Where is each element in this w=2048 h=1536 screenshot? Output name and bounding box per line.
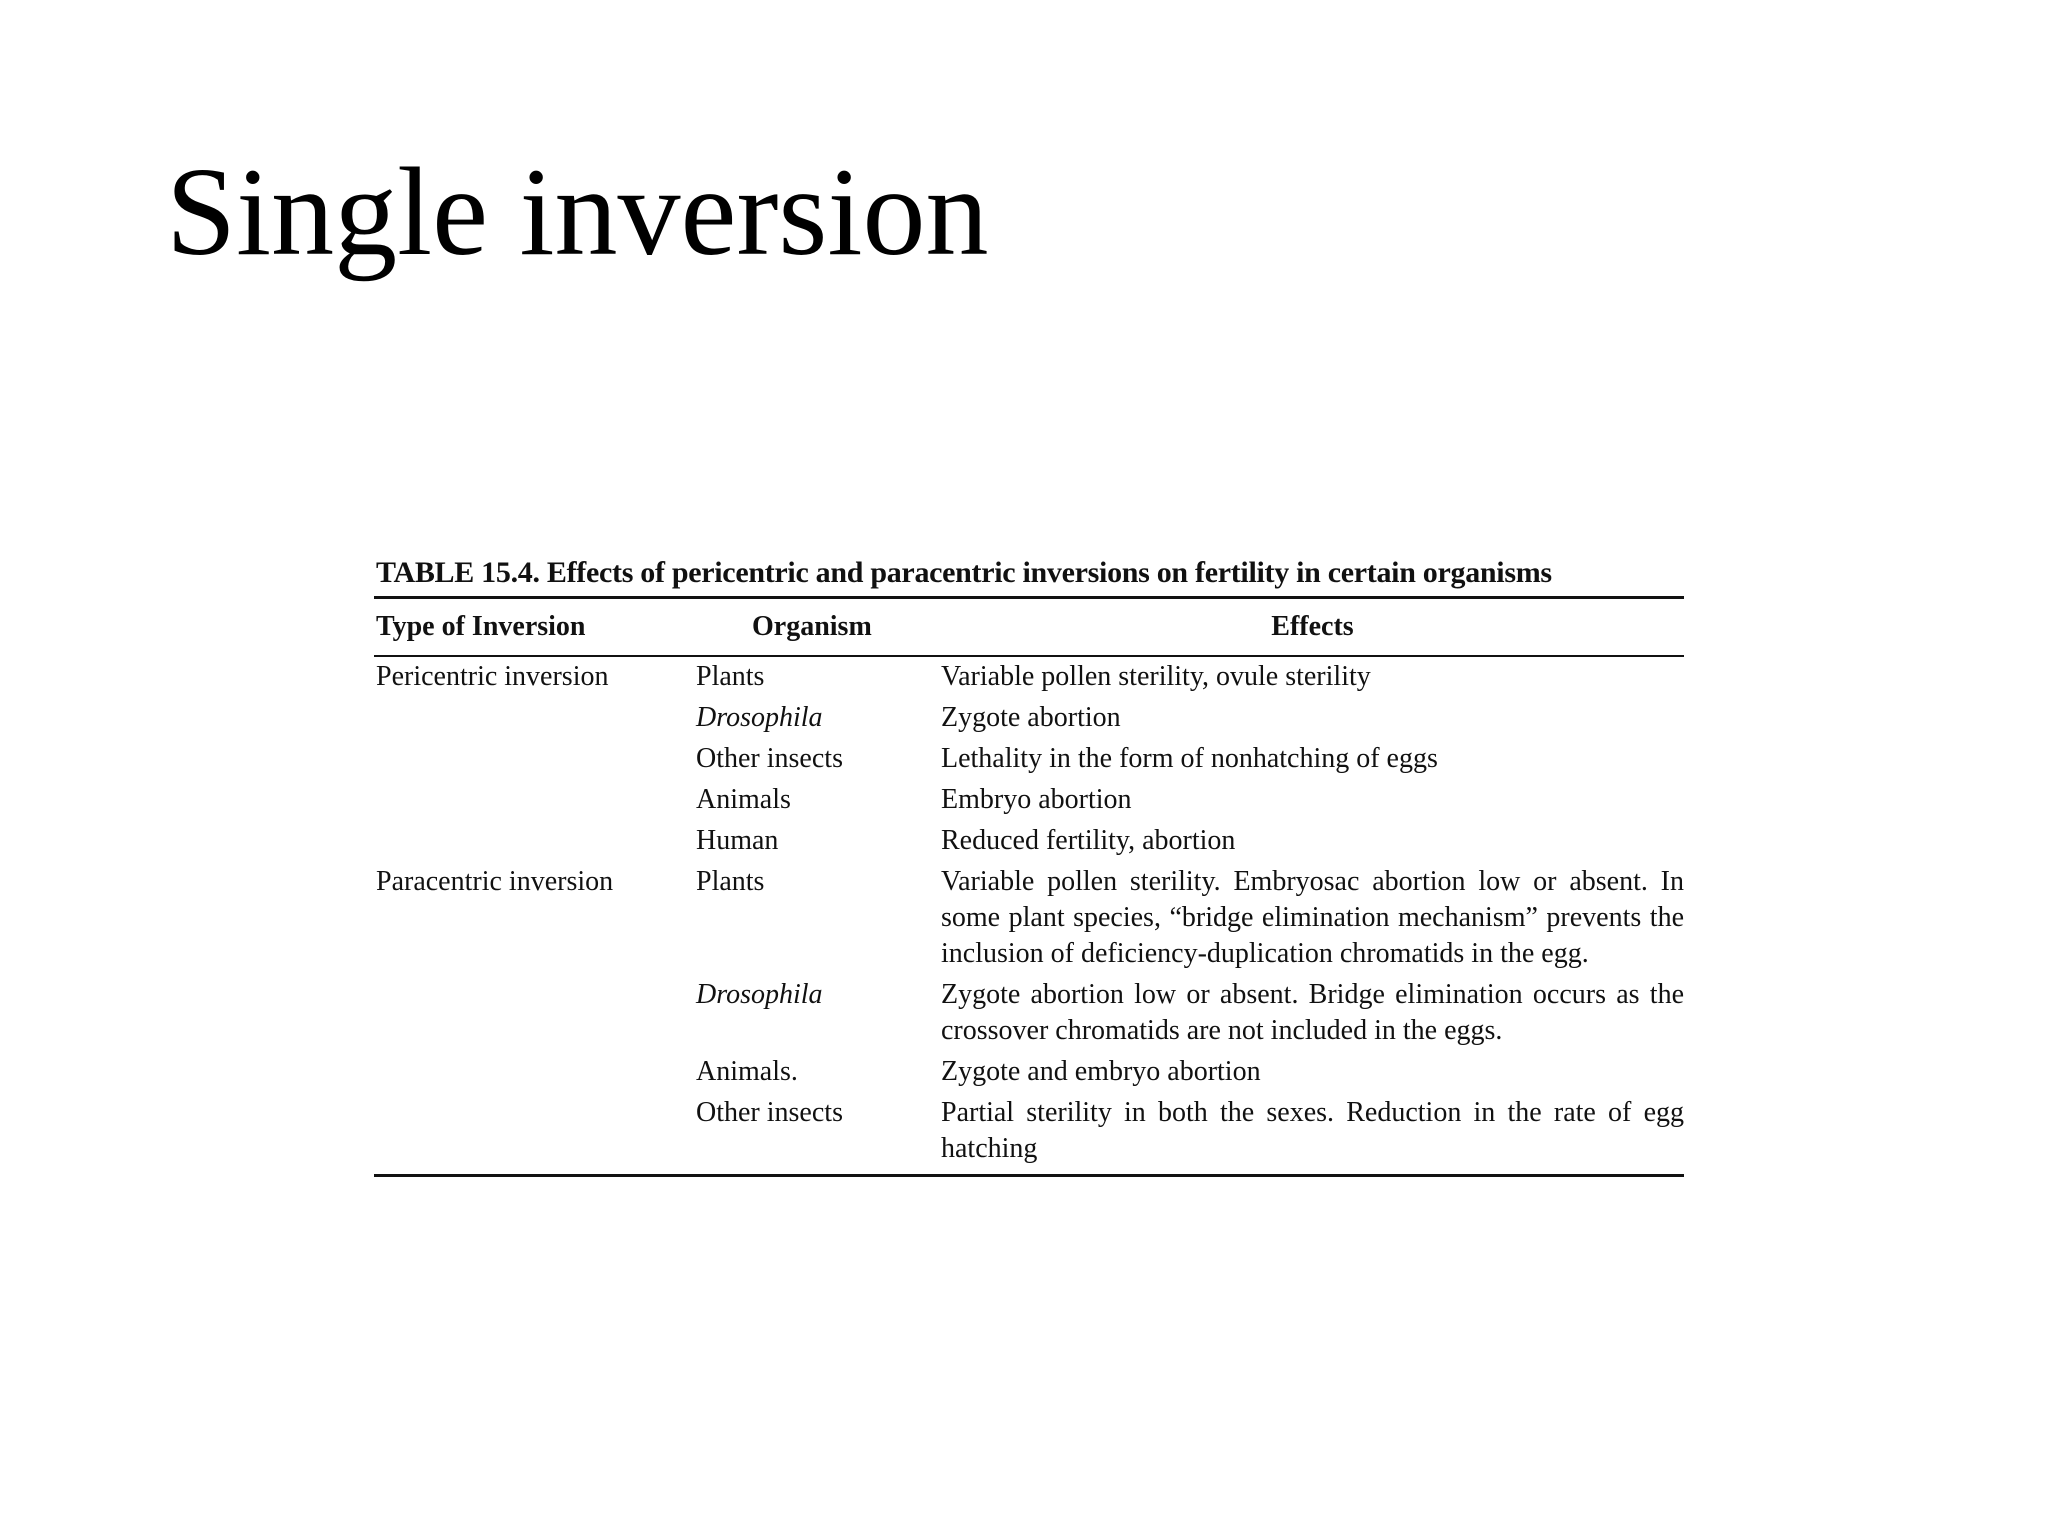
cell-type: Paracentric inversion — [376, 866, 614, 897]
table-row — [374, 698, 1684, 739]
table-header-row — [374, 599, 1684, 655]
cell-type — [374, 821, 694, 862]
cell-organism: Animals. — [696, 1056, 798, 1087]
header-effects: Effects — [1271, 611, 1354, 642]
cell-organism: Human — [696, 825, 779, 856]
table-caption: TABLE 15.4. Effects of pericentric and paracentric inversions on fertility in certain organisms — [376, 556, 1552, 589]
table-row — [374, 1052, 1684, 1093]
table-row — [374, 975, 1684, 1052]
cell-effect: Zygote abortion — [941, 702, 1121, 733]
header-organism: Organism — [752, 611, 872, 642]
table-row — [374, 780, 1684, 821]
table-row — [374, 657, 1684, 698]
cell-effect: Variable pollen sterility. Embryosac abortion low or absent. In some plant species, “bridge elimination mechanism” prevents the inclusion of deficiency-duplication chromatids in the egg. — [941, 866, 1684, 969]
cell-effect: Zygote and embryo abortion — [941, 1056, 1261, 1087]
cell-effect: Embryo abortion — [941, 784, 1132, 815]
cell-type — [374, 1052, 694, 1093]
header-type-of-inversion: Type of Inversion — [376, 611, 586, 642]
cell-organism: Plants — [696, 866, 765, 897]
fertility-table-block — [374, 556, 1684, 1177]
cell-organism: Plants — [696, 661, 765, 692]
cell-effect: Zygote abortion low or absent. Bridge elimination occurs as the crossover chromatids are not included in the eggs. — [941, 979, 1684, 1046]
table-row — [374, 862, 1684, 975]
cell-effect: Reduced fertility, abortion — [941, 825, 1236, 856]
cell-type — [374, 698, 694, 739]
table-bottom-rule — [374, 1174, 1684, 1177]
slide-title: Single inversion — [166, 143, 989, 282]
cell-effect: Variable pollen sterility, ovule sterility — [941, 661, 1371, 692]
cell-organism: Other insects — [696, 1097, 843, 1128]
table-row — [374, 821, 1684, 862]
cell-type — [374, 780, 694, 821]
inversion-effects-table — [374, 599, 1684, 1177]
cell-type — [374, 975, 694, 1052]
table-row — [374, 739, 1684, 780]
table-row — [374, 1093, 1684, 1170]
cell-type — [374, 739, 694, 780]
cell-effect: Partial sterility in both the sexes. Reduction in the rate of egg hatching — [941, 1097, 1684, 1164]
cell-organism: Drosophila — [696, 702, 823, 733]
cell-organism: Drosophila — [696, 979, 823, 1010]
cell-type: Pericentric inversion — [376, 661, 609, 692]
cell-type — [374, 1093, 694, 1170]
cell-organism: Other insects — [696, 743, 843, 774]
cell-organism: Animals — [696, 784, 791, 815]
cell-effect: Lethality in the form of nonhatching of eggs — [941, 743, 1438, 774]
